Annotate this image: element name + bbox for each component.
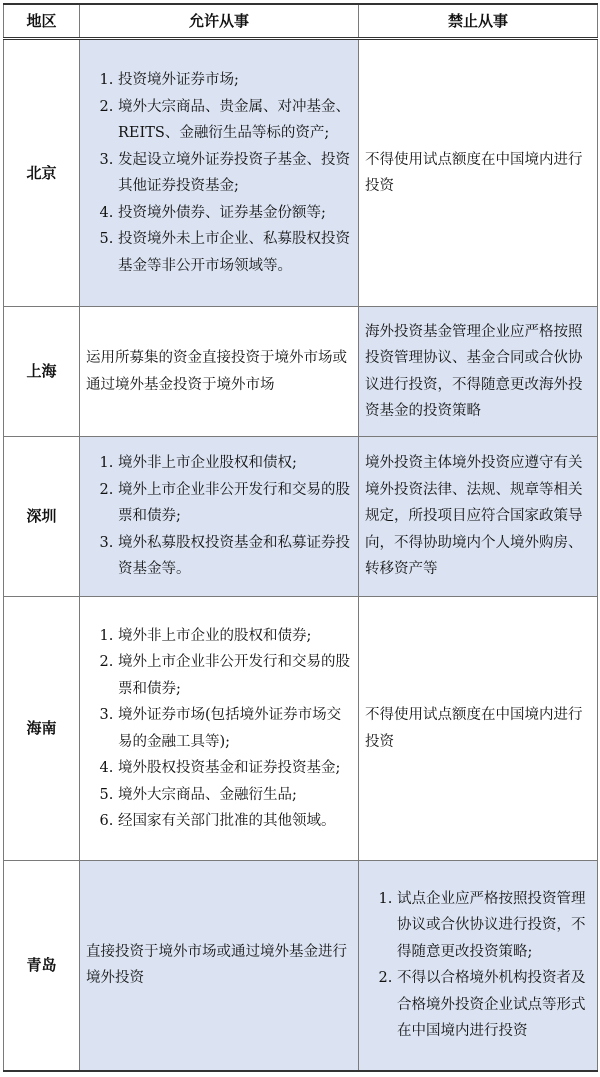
forbidden-list bbox=[365, 886, 591, 1045]
list-item: 5. 投资境外未上市企业、私募股权投资基金等非公开市场领域等。 bbox=[118, 226, 352, 279]
list-item: 3. 境外证券市场(包括境外证券市场交易的金融工具等); bbox=[118, 702, 352, 755]
allowed-cell bbox=[80, 39, 359, 307]
forbidden-cell bbox=[359, 861, 598, 1071]
forbidden-cell: 境外投资主体境外投资应遵守有关境外投资法律、法规、规章等相关规定，所投项目应符合国家政策导向，不得协助境内个人境外购房、转移资产等 bbox=[359, 437, 598, 597]
table-row bbox=[4, 307, 598, 437]
forbidden-cell: 不得使用试点额度在中国境内进行投资 bbox=[359, 39, 598, 307]
header-forbidden: 禁止从事 bbox=[359, 4, 598, 39]
table-row bbox=[4, 597, 598, 861]
list-item: 2. 境外大宗商品、贵金属、对冲基金、REITS、金融衍生品等标的资产; bbox=[118, 94, 352, 147]
allowed-list bbox=[86, 623, 352, 835]
list-item: 3. 发起设立境外证券投资子基金、投资其他证券投资基金; bbox=[118, 147, 352, 200]
allowed-cell: 直接投资于境外市场或通过境外基金进行境外投资 bbox=[80, 861, 359, 1071]
allowed-cell bbox=[80, 597, 359, 861]
header-region: 地区 bbox=[4, 4, 80, 39]
forbidden-cell: 不得使用试点额度在中国境内进行投资 bbox=[359, 597, 598, 861]
region-cell: 北京 bbox=[4, 39, 80, 307]
forbidden-cell: 海外投资基金管理企业应严格按照投资管理协议、基金合同或合伙协议进行投资，不得随意更改海外投资基金的投资策略 bbox=[359, 307, 598, 437]
allowed-list bbox=[86, 450, 352, 583]
allowed-cell: 运用所募集的资金直接投资于境外市场或通过境外基金投资于境外市场 bbox=[80, 307, 359, 437]
list-item: 1. 投资境外证券市场; bbox=[118, 67, 352, 94]
allowed-cell bbox=[80, 437, 359, 597]
table-row bbox=[4, 861, 598, 1071]
table-row bbox=[4, 39, 598, 307]
list-item: 1. 境外非上市企业股权和债权; bbox=[118, 450, 352, 477]
list-item: 1. 境外非上市企业的股权和债券; bbox=[118, 623, 352, 650]
region-cell: 深圳 bbox=[4, 437, 80, 597]
region-cell: 青岛 bbox=[4, 861, 80, 1071]
list-item: 3. 境外私募股权投资基金和私募证券投资基金等。 bbox=[118, 530, 352, 583]
list-item: 2. 境外上市企业非公开发行和交易的股票和债券; bbox=[118, 477, 352, 530]
comparison-table bbox=[3, 3, 598, 1072]
list-item: 2. 不得以合格境外机构投资者及合格境外投资企业试点等形式在中国境内进行投资 bbox=[397, 965, 591, 1045]
list-item: 4. 境外股权投资基金和证券投资基金; bbox=[118, 755, 352, 782]
list-item: 2. 境外上市企业非公开发行和交易的股票和债券; bbox=[118, 649, 352, 702]
list-item: 5. 境外大宗商品、金融衍生品; bbox=[118, 782, 352, 809]
list-item: 1. 试点企业应严格按照投资管理协议或合伙协议进行投资，不得随意更改投资策略; bbox=[397, 886, 591, 966]
header-row bbox=[4, 4, 598, 39]
region-cell: 上海 bbox=[4, 307, 80, 437]
table-row bbox=[4, 437, 598, 597]
list-item: 6. 经国家有关部门批准的其他领域。 bbox=[118, 808, 352, 835]
header-allowed: 允许从事 bbox=[80, 4, 359, 39]
region-cell: 海南 bbox=[4, 597, 80, 861]
allowed-list bbox=[86, 67, 352, 279]
list-item: 4. 投资境外债券、证券基金份额等; bbox=[118, 200, 352, 227]
